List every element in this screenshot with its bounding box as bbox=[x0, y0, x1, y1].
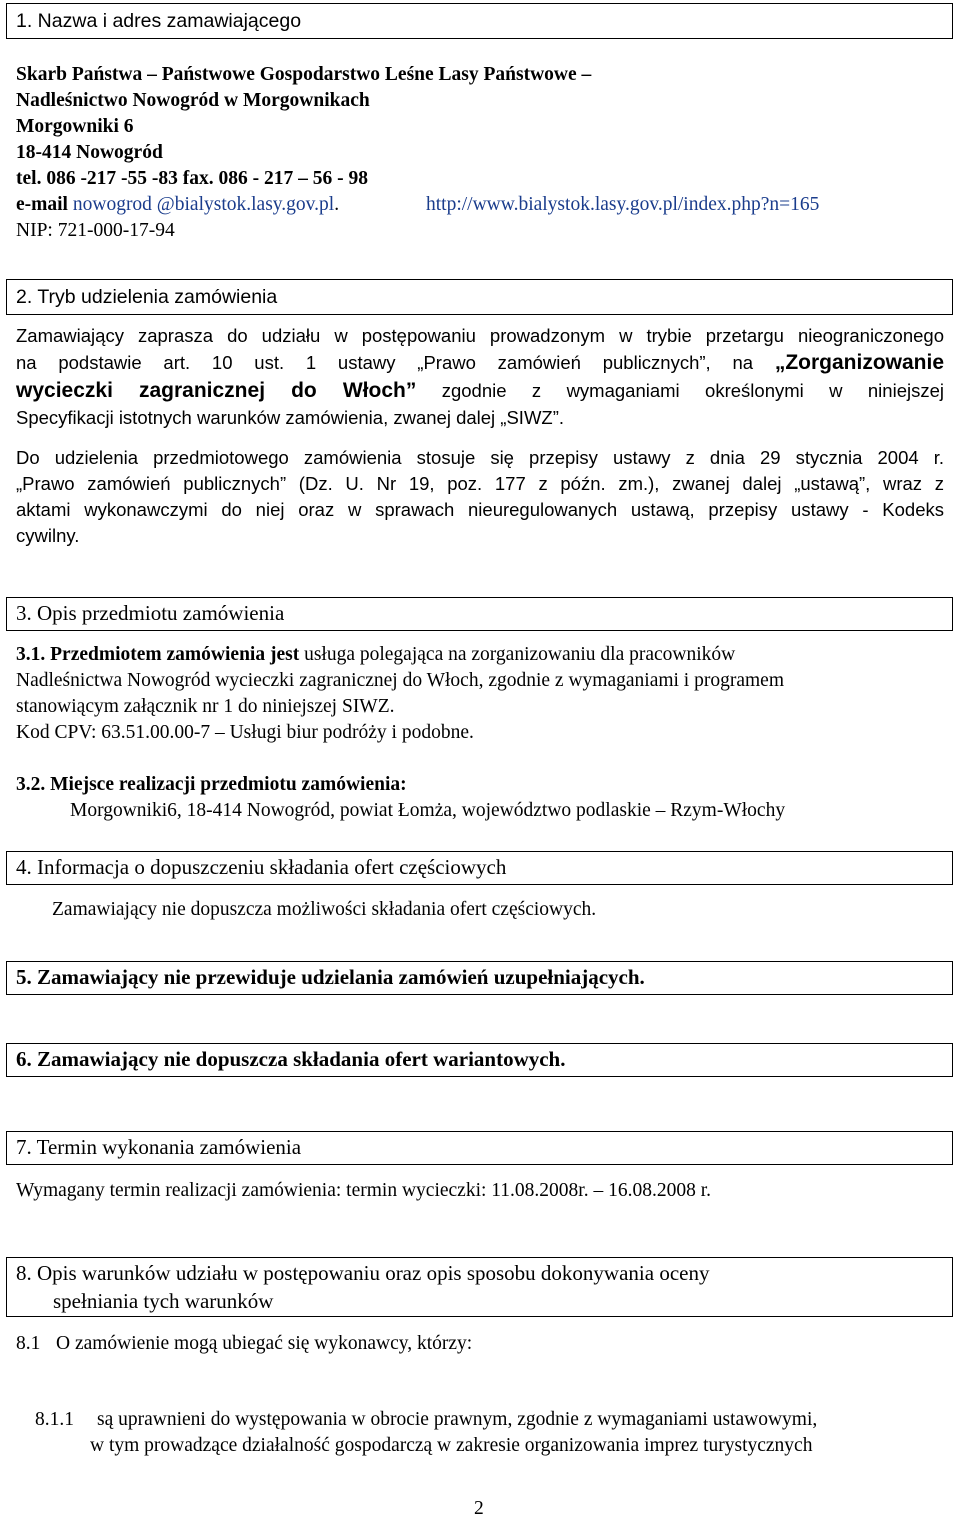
s8-1-1-line2: w tym prowadzące działalność gospodarczą w zakresie organizowania imprez turystycznych bbox=[90, 1435, 813, 1456]
s3-1-line2: Nadleśnictwa Nowogród wycieczki zagranicznej do Włoch, zgodnie z wymaganiami i programem bbox=[16, 670, 784, 691]
section-7-title: 7. Termin wykonania zamówienia bbox=[16, 1135, 302, 1159]
section-4-title: 4. Informacja o dopuszczeniu składania ofert częściowych bbox=[16, 855, 507, 879]
s2-subject-start: „Zorganizowanie bbox=[774, 351, 945, 374]
s8-1-1-number: 8.1.1 bbox=[35, 1409, 74, 1430]
section-4-header bbox=[6, 851, 953, 885]
org-line-2: Nadleśnictwo Nowogród w Morgownikach bbox=[16, 90, 370, 111]
section-1-header bbox=[6, 3, 953, 39]
s8-1-1-line1: są uprawnieni do występowania w obrocie prawnym, zgodnie z wymaganiami ustawowymi, bbox=[97, 1409, 818, 1430]
s2-para2-line3: aktami wykonawczymi do niej oraz w sprawach nieuregulowanych ustawą, przepisy ustawy - Kodeks bbox=[16, 499, 944, 520]
phone-line: tel. 086 -217 -55 -83 fax. 086 - 217 – 56 - 98 bbox=[16, 168, 369, 189]
s4-text: Zamawiający nie dopuszcza możliwości składania ofert częściowych. bbox=[52, 899, 597, 920]
s2-para2-line4: cywilny. bbox=[16, 525, 80, 546]
page-number: 2 bbox=[474, 1498, 484, 1519]
street-line: Morgowniki 6 bbox=[16, 116, 134, 137]
s8-1-text: O zamówienie mogą ubiegać się wykonawcy, którzy: bbox=[56, 1333, 473, 1354]
s7-text: Wymagany termin realizacji zamówienia: termin wycieczki: 11.08.2008r. – 16.08.2008 r. bbox=[16, 1180, 712, 1201]
s2-subject-end: wycieczki zagranicznej do Włoch” bbox=[16, 379, 417, 402]
s2-para1-line2-text: na podstawie art. 10 ust. 1 ustawy „Prawo zamówień publicznych”, na bbox=[16, 352, 754, 373]
email-link[interactable]: nowogrod @bialystok.lasy.gov.pl bbox=[72, 194, 335, 215]
org-line-1: Skarb Państwa – Państwowe Gospodarstwo Leśne Lasy Państwowe – bbox=[16, 64, 592, 85]
website-link[interactable]: http://www.bialystok.lasy.gov.pl/index.php?n=165 bbox=[426, 194, 820, 215]
section-8-title-line1: 8. Opis warunków udziału w postępowaniu oraz opis sposobu dokonywania oceny bbox=[16, 1261, 710, 1285]
s2-para1-line2 bbox=[16, 350, 944, 376]
s8-1-number: 8.1 bbox=[16, 1333, 41, 1354]
section-5-title: 5. Zamawiający nie przewiduje udzielania zamówień uzupełniających. bbox=[16, 965, 645, 989]
s3-2-title: 3.2. Miejsce realizacji przedmiotu zamówienia: bbox=[16, 774, 407, 795]
s2-para2-line1: Do udzielenia przedmiotowego zamówienia stosuje się przepisy ustawy z dnia 29 stycznia 2004 r. bbox=[16, 447, 944, 468]
s3-1-text: usługa polegająca na zorganizowaniu dla pracowników bbox=[299, 644, 736, 665]
s2-para1-line4: Specyfikacji istotnych warunków zamówienia, zwanej dalej „SIWZ”. bbox=[16, 407, 565, 428]
s3-1-line3: stanowiącym załącznik nr 1 do niniejszej SIWZ. bbox=[16, 696, 395, 717]
s2-para1-line3 bbox=[16, 378, 944, 404]
s3-2-text: Morgowniki6, 18-414 Nowogród, powiat Łomża, województwo podlaskie – Rzym-Włochy bbox=[70, 800, 786, 821]
section-2-title: 2. Tryb udzielenia zamówienia bbox=[16, 286, 278, 308]
s2-para1-line1: Zamawiający zaprasza do udziału w postępowaniu prowadzonym w trybie przetargu nieograniczonego bbox=[16, 325, 944, 346]
nip-line: NIP: 721-000-17-94 bbox=[16, 220, 175, 241]
section-1-title: 1. Nazwa i adres zamawiającego bbox=[16, 10, 302, 32]
cpv-code: Kod CPV: 63.51.00.00-7 – Usługi biur podróży i podobne. bbox=[16, 722, 474, 743]
section-7-header bbox=[6, 1131, 953, 1165]
section-6-title: 6. Zamawiający nie dopuszcza składania ofert wariantowych. bbox=[16, 1047, 566, 1071]
s3-1-line1 bbox=[16, 643, 735, 667]
city-line: 18-414 Nowogród bbox=[16, 142, 163, 163]
section-5-header bbox=[6, 961, 953, 995]
section-3-header bbox=[6, 597, 953, 631]
s2-para2-line2: „Prawo zamówień publicznych” (Dz. U. Nr 19, poz. 177 z późn. zm.), zwanej dalej „ustawą”, wraz z bbox=[16, 473, 944, 494]
email-label: e-mail bbox=[16, 194, 73, 215]
section-6-header bbox=[6, 1043, 953, 1077]
section-2-header bbox=[6, 279, 953, 315]
email-line bbox=[16, 193, 339, 217]
email-dot: . bbox=[334, 194, 340, 215]
s3-1-lead: 3.1. Przedmiotem zamówienia jest bbox=[16, 644, 300, 665]
s2-para1-line3-text: zgodnie z wymaganiami określonymi w niniejszej bbox=[416, 380, 944, 401]
section-8-title-line2: spełniania tych warunków bbox=[53, 1289, 274, 1313]
section-8-header bbox=[6, 1257, 953, 1317]
section-3-title: 3. Opis przedmiotu zamówienia bbox=[16, 601, 285, 625]
